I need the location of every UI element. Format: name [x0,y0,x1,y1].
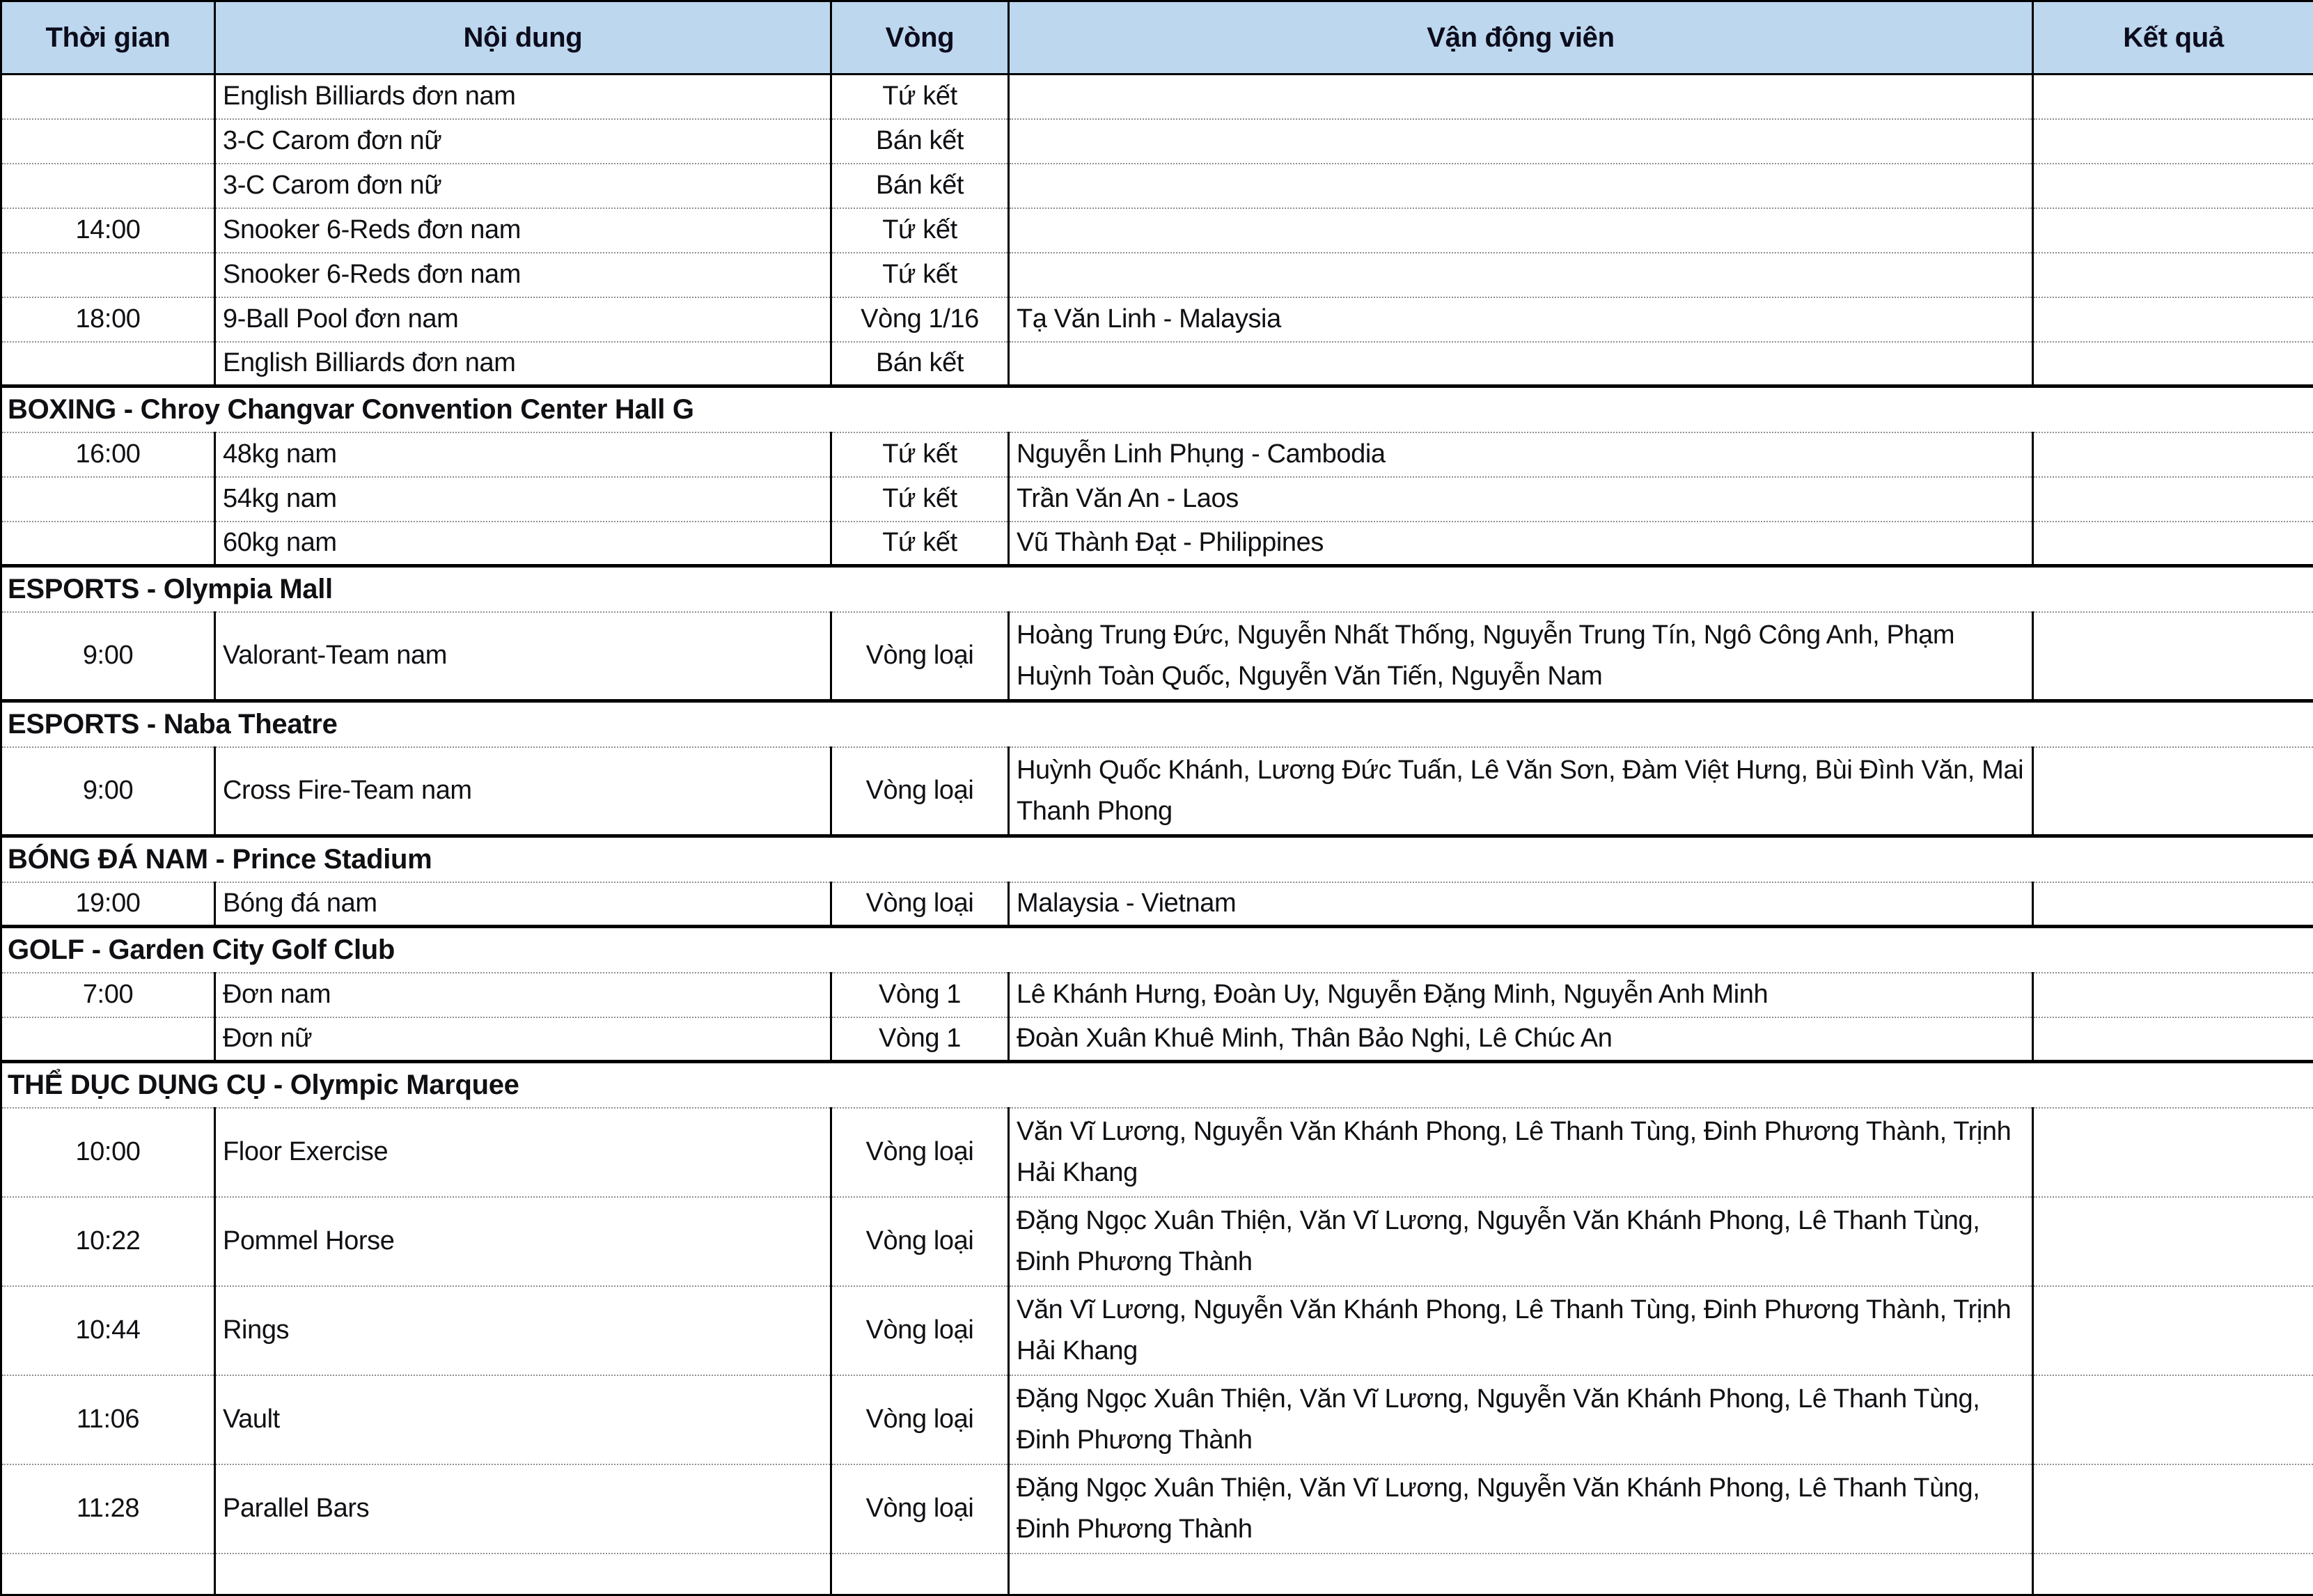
round-cell[interactable]: Vòng loại [831,1464,1009,1554]
table-row [1,1017,2313,1062]
content-cell[interactable]: Đơn nam [215,973,831,1017]
section-row [1,566,2313,612]
round-cell[interactable]: Vòng 1/16 [831,297,1009,342]
table-row [1,1108,2313,1197]
time-cell[interactable]: 7:00 [1,973,215,1017]
content-cell[interactable] [215,1554,831,1595]
athletes-cell[interactable]: Đặng Ngọc Xuân Thiện, Văn Vĩ Lương, Nguyễn Văn Khánh Phong, Lê Thanh Tùng, Đinh Phương Thành [1009,1464,2033,1554]
time-cell[interactable] [1,1017,215,1062]
time-cell[interactable]: 9:00 [1,747,215,836]
content-cell[interactable]: Đơn nữ [215,1017,831,1062]
round-cell[interactable]: Vòng loại [831,747,1009,836]
schedule-body [1,75,2313,1595]
content-cell[interactable]: Valorant-Team nam [215,612,831,701]
table-row [1,432,2313,477]
content-cell[interactable]: Snooker 6-Reds đơn nam [215,208,831,253]
content-cell[interactable]: Parallel Bars [215,1464,831,1554]
header-cell-time[interactable]: Thời gian [1,1,215,75]
result-cell[interactable] [2033,1197,2313,1286]
time-cell[interactable] [1,119,215,164]
round-cell[interactable]: Tứ kết [831,522,1009,566]
athletes-cell[interactable]: Tạ Văn Linh - Malaysia [1009,297,2033,342]
content-cell[interactable]: Cross Fire-Team nam [215,747,831,836]
section-header-cell[interactable]: ESPORTS - Olympia Mall [1,566,2313,612]
header-cell-content[interactable]: Nội dung [215,1,831,75]
content-cell[interactable]: Pommel Horse [215,1197,831,1286]
athletes-cell[interactable]: Văn Vĩ Lương, Nguyễn Văn Khánh Phong, Lê Thanh Tùng, Đinh Phương Thành, Trịnh Hải Khang [1009,1286,2033,1375]
section-header-cell[interactable]: BÓNG ĐÁ NAM - Prince Stadium [1,836,2313,882]
round-cell[interactable]: Vòng 1 [831,973,1009,1017]
section-row [1,1062,2313,1108]
athletes-cell[interactable]: Đặng Ngọc Xuân Thiện, Văn Vĩ Lương, Nguyễn Văn Khánh Phong, Lê Thanh Tùng, Đinh Phương Thành [1009,1197,2033,1286]
round-cell[interactable] [831,1554,1009,1595]
athletes-cell[interactable] [1009,164,2033,208]
result-cell[interactable] [2033,1464,2313,1554]
header-row [1,1,2313,75]
section-row [1,701,2313,747]
time-cell[interactable] [1,164,215,208]
result-cell[interactable] [2033,119,2313,164]
round-cell[interactable]: Tứ kết [831,75,1009,119]
content-cell[interactable]: 3-C Carom đơn nữ [215,119,831,164]
content-cell[interactable]: 9-Ball Pool đơn nam [215,297,831,342]
time-cell[interactable] [1,522,215,566]
athletes-cell[interactable]: Malaysia - Vietnam [1009,882,2033,927]
table-row [1,1375,2313,1464]
table-row [1,973,2313,1017]
table-row [1,75,2313,119]
result-cell[interactable] [2033,432,2313,477]
table-row [1,342,2313,386]
time-cell[interactable]: 19:00 [1,882,215,927]
athletes-cell[interactable]: Đoàn Xuân Khuê Minh, Thân Bảo Nghi, Lê Chúc An [1009,1017,2033,1062]
athletes-cell[interactable]: Văn Vĩ Lương, Nguyễn Văn Khánh Phong, Lê Thanh Tùng, Đinh Phương Thành, Trịnh Hải Khang [1009,1108,2033,1197]
result-cell[interactable] [2033,1286,2313,1375]
time-cell[interactable] [1,75,215,119]
section-header-cell[interactable]: GOLF - Garden City Golf Club [1,927,2313,973]
round-cell[interactable]: Tứ kết [831,253,1009,297]
table-row [1,1554,2313,1595]
athletes-cell[interactable] [1009,1554,2033,1595]
round-cell[interactable]: Tứ kết [831,432,1009,477]
time-cell[interactable]: 14:00 [1,208,215,253]
time-cell[interactable] [1,1554,215,1595]
time-cell[interactable]: 18:00 [1,297,215,342]
content-cell[interactable]: 3-C Carom đơn nữ [215,164,831,208]
section-header-cell[interactable]: ESPORTS - Naba Theatre [1,701,2313,747]
time-cell[interactable]: 10:00 [1,1108,215,1197]
table-row [1,1286,2313,1375]
content-cell[interactable]: Vault [215,1375,831,1464]
round-cell[interactable]: Vòng loại [831,612,1009,701]
athletes-cell[interactable] [1009,253,2033,297]
athletes-cell[interactable]: Trần Văn An - Laos [1009,477,2033,522]
athletes-cell[interactable] [1009,119,2033,164]
round-cell[interactable]: Vòng loại [831,882,1009,927]
result-cell[interactable] [2033,253,2313,297]
result-cell[interactable] [2033,342,2313,386]
result-cell[interactable] [2033,522,2313,566]
table-row [1,882,2313,927]
table-row [1,612,2313,701]
result-cell[interactable] [2033,208,2313,253]
athletes-cell[interactable]: Huỳnh Quốc Khánh, Lương Đức Tuấn, Lê Văn Sơn, Đàm Việt Hưng, Bùi Đình Văn, Mai Thanh Phong [1009,747,2033,836]
table-row [1,1197,2313,1286]
round-cell[interactable]: Vòng 1 [831,1017,1009,1062]
section-row [1,927,2313,973]
table-row [1,747,2313,836]
content-cell[interactable]: Floor Exercise [215,1108,831,1197]
table-row [1,1464,2313,1554]
time-cell[interactable] [1,477,215,522]
section-row [1,836,2313,882]
content-cell[interactable]: English Billiards đơn nam [215,75,831,119]
table-row [1,164,2313,208]
athletes-cell[interactable]: Nguyễn Linh Phụng - Cambodia [1009,432,2033,477]
table-row [1,522,2313,566]
table-row [1,297,2313,342]
round-cell[interactable]: Bán kết [831,342,1009,386]
athletes-cell[interactable]: Đặng Ngọc Xuân Thiện, Văn Vĩ Lương, Nguyễn Văn Khánh Phong, Lê Thanh Tùng, Đinh Phương Thành [1009,1375,2033,1464]
result-cell[interactable] [2033,164,2313,208]
schedule-header [1,1,2313,75]
content-cell[interactable]: 54kg nam [215,477,831,522]
section-header-cell[interactable]: BOXING - Chroy Changvar Convention Center Hall G [1,386,2313,432]
result-cell[interactable] [2033,477,2313,522]
round-cell[interactable]: Bán kết [831,164,1009,208]
result-cell[interactable] [2033,75,2313,119]
result-cell[interactable] [2033,297,2313,342]
content-cell[interactable]: Snooker 6-Reds đơn nam [215,253,831,297]
athletes-cell[interactable] [1009,75,2033,119]
result-cell[interactable] [2033,973,2313,1017]
time-cell[interactable]: 9:00 [1,612,215,701]
result-cell[interactable] [2033,1108,2313,1197]
athletes-cell[interactable]: Vũ Thành Đạt - Philippines [1009,522,2033,566]
time-cell[interactable]: 10:44 [1,1286,215,1375]
result-cell[interactable] [2033,1017,2313,1062]
time-cell[interactable] [1,342,215,386]
time-cell[interactable]: 16:00 [1,432,215,477]
round-cell[interactable]: Vòng loại [831,1286,1009,1375]
result-cell[interactable] [2033,882,2313,927]
result-cell[interactable] [2033,747,2313,836]
time-cell[interactable]: 10:22 [1,1197,215,1286]
table-row [1,253,2313,297]
result-cell[interactable] [2033,1554,2313,1595]
athletes-cell[interactable] [1009,208,2033,253]
round-cell[interactable]: Tứ kết [831,208,1009,253]
round-cell[interactable]: Tứ kết [831,477,1009,522]
content-cell[interactable]: 48kg nam [215,432,831,477]
result-cell[interactable] [2033,1375,2313,1464]
time-cell[interactable] [1,253,215,297]
athletes-cell[interactable] [1009,342,2033,386]
content-cell[interactable]: Bóng đá nam [215,882,831,927]
section-row [1,386,2313,432]
header-cell-result[interactable]: Kết quả [2033,1,2313,75]
content-cell[interactable]: 60kg nam [215,522,831,566]
section-header-cell[interactable]: THỂ DỤC DỤNG CỤ - Olympic Marquee [1,1062,2313,1108]
round-cell[interactable]: Vòng loại [831,1375,1009,1464]
round-cell[interactable]: Vòng loại [831,1197,1009,1286]
time-cell[interactable]: 11:06 [1,1375,215,1464]
athletes-cell[interactable]: Lê Khánh Hưng, Đoàn Uy, Nguyễn Đặng Minh, Nguyễn Anh Minh [1009,973,2033,1017]
table-row [1,477,2313,522]
content-cell[interactable]: English Billiards đơn nam [215,342,831,386]
content-cell[interactable]: Rings [215,1286,831,1375]
round-cell[interactable]: Bán kết [831,119,1009,164]
header-cell-round[interactable]: Vòng [831,1,1009,75]
result-cell[interactable] [2033,612,2313,701]
table-row [1,208,2313,253]
header-cell-athletes[interactable]: Vận động viên [1009,1,2033,75]
time-cell[interactable]: 11:28 [1,1464,215,1554]
athletes-cell[interactable]: Hoàng Trung Đức, Nguyễn Nhất Thống, Nguyễn Trung Tín, Ngô Công Anh, Phạm Huỳnh Toàn Quốc, Nguyễn Văn Tiến, Nguyễn Nam [1009,612,2033,701]
round-cell[interactable]: Vòng loại [831,1108,1009,1197]
table-row [1,119,2313,164]
